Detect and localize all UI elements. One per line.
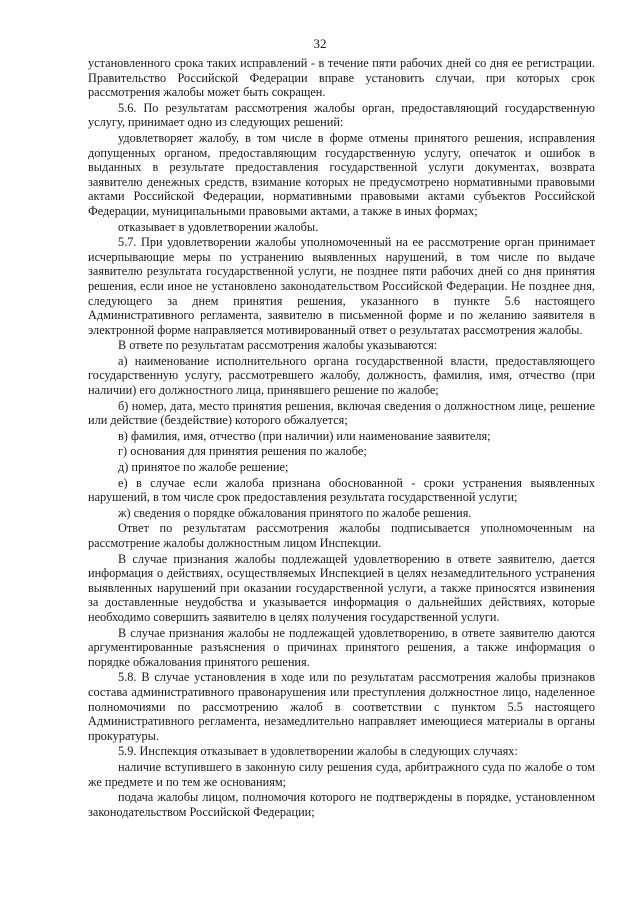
paragraph-satisfy-complaint: удовлетворяет жалобу, в том числе в форме отмены принятого решения, исправления допущенных органом, предоставляющим государственную услугу, опечаток и ошибок в выданных в результате предоставления государственной услуги документах, возврата заявителю денежных средств, взимание которых не предусмотрено нормативными правовыми актами Российской Федерации, нормативными правовыми актами субъектов Российской Федерации, муниципальными правовыми актами, а также в иных формах;	[88, 130, 595, 218]
paragraph-response-signature: Ответ по результатам рассмотрения жалобы подписывается уполномоченным на рассмотрение жалобы должностным лицом Инспекции.	[88, 521, 595, 550]
paragraph-refuse-complaint: отказывает в удовлетворении жалобы.	[118, 219, 319, 234]
paragraph-5-9: 5.9. Инспекция отказывает в удовлетворении жалобы в следующих случаях:	[118, 744, 518, 759]
list-item-e: е) в случае если жалоба признана обоснованной - сроки устранения выявленных нарушений, в том числе срок предоставления результата государственной услуги;	[88, 475, 595, 505]
paragraph-court-decision: наличие вступившего в законную силу решения суда, арбитражного суда по жалобе о том же предмете и по тем же основаниям;	[88, 759, 595, 789]
paragraph-deadline-continuation: установленного срока таких исправлений - в течение пяти рабочих дней со дня ее регистрации. Правительство Российской Федерации вправе установить случаи, при которых срок рассмотрения жалобы может быть сокращен.	[88, 56, 595, 100]
list-item-g: г) основания для принятия решения по жалобе;	[118, 444, 367, 459]
list-item-b: б) номер, дата, место принятия решения, включая сведения о должностном лице, решение или действие (бездействие) которого обжалуется;	[88, 398, 595, 428]
list-item-d: д) принятое по жалобе решение;	[118, 460, 289, 475]
paragraph-5-6: 5.6. По результатам рассмотрения жалобы орган, предоставляющий государственную услугу, принимает одно из следующих решений:	[88, 100, 595, 130]
list-item-v: в) фамилия, имя, отчество (при наличии) или наименование заявителя;	[118, 428, 491, 443]
list-item-zh: ж) сведения о порядке обжалования принятого по жалобе решения.	[118, 505, 472, 520]
paragraph-unconfirmed-authority: подача жалобы лицом, полномочия которого не подтверждены в порядке, установленном законодательством Российской Федерации;	[88, 790, 595, 819]
paragraph-response-contents: В ответе по результатам рассмотрения жалобы указываются:	[118, 338, 438, 353]
document-body	[88, 56, 595, 820]
paragraph-complaint-upheld: В случае признания жалобы подлежащей удовлетворению в ответе заявителю, дается информация о действиях, осуществляемых Инспекцией в целях незамедлительного устранения выявленных нарушений при оказании государственной услуги, а также приносятся извинения за доставленные неудобства и указывается информация о дальнейших действиях, которые необходимо совершить заявителю в целях получения государственной услуги.	[88, 551, 595, 624]
list-item-a: а) наименование исполнительного органа государственной власти, предоставляющего государственную услугу, рассмотревшего жалобу, должность, фамилия, имя, отчество (при наличии) его должностного лица, принявшего решение по жалобе;	[88, 353, 595, 398]
paragraph-5-8: 5.8. В случае установления в ходе или по результатам рассмотрения жалобы признаков состава административного правонарушения или преступления должностное лицо, наделенное полномочиями по рассмотрению жалоб в соответствии с пунктом 5.5 настоящего Административного регламента, незамедлительно направляет имеющиеся материалы в органы прокуратуры.	[88, 670, 595, 743]
paragraph-5-7: 5.7. При удовлетворении жалобы уполномоченный на ее рассмотрение орган принимает исчерпывающие меры по устранению выявленных нарушений, в том числе по выдаче заявителю результата государственной услуги, не позднее пяти рабочих дней со дня принятия решения, если иное не установлено законодательством Российской Федерации. Не позднее дня, следующего за днем принятия решения, указанного в пункте 5.6 настоящего Административного регламента, заявителю в письменной форме и по желанию заявителя в электронной форме направляется мотивированный ответ о результатах рассмотрения жалобы.	[88, 235, 595, 337]
paragraph-complaint-rejected: В случае признания жалобы не подлежащей удовлетворению, в ответе заявителю даются аргументированные разъяснения о причинах принятого решения, а также информация о порядке обжалования принятого решения.	[88, 625, 595, 669]
page-number: 32	[313, 36, 327, 51]
